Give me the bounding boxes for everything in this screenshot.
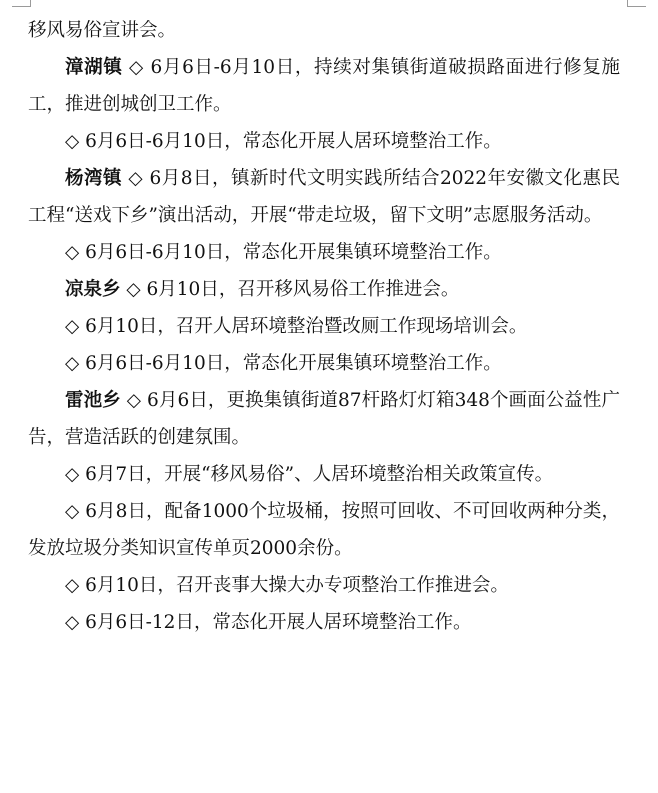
paragraph-8 — [28, 345, 620, 382]
page-corner-mark-left — [12, 0, 31, 7]
paragraph-text: ◇ 6月8日，配备1000个垃圾桶，按照可回收、不可回收两种分类，发放垃圾分类知识宣传单页2000余份。 — [28, 501, 620, 559]
paragraph-3 — [28, 123, 620, 160]
paragraph-7 — [28, 308, 620, 345]
paragraph-text: ◇ 6月10日，召开丧事大操大办专项整治工作推进会。 — [65, 575, 509, 596]
town-name: 漳湖镇 — [65, 57, 123, 78]
paragraph-text: ◇ 6月6日-12日，常态化开展人居环境整治工作。 — [65, 612, 472, 633]
paragraph-1 — [28, 12, 620, 49]
paragraph-13 — [28, 604, 620, 641]
paragraph-text: ◇ 6月6日-6月10日，常态化开展人居环境整治工作。 — [65, 131, 502, 152]
town-name: 杨湾镇 — [65, 168, 122, 189]
paragraph-text: ◇ 6月6日-6月10日，常态化开展集镇环境整治工作。 — [65, 353, 502, 374]
paragraph-text: ◇ 6月7日，开展“移风易俗”、人居环境整治相关政策宣传。 — [65, 464, 554, 485]
paragraph-text: ◇ 6月10日，召开人居环境整治暨改厕工作现场培训会。 — [65, 316, 528, 337]
page-corner-mark-right — [627, 0, 646, 7]
town-name: 凉泉乡 — [65, 279, 121, 300]
paragraph-6 — [28, 271, 620, 308]
paragraph-text: ◇ 6月10日，召开移风易俗工作推进会。 — [120, 279, 460, 300]
paragraph-12 — [28, 567, 620, 604]
paragraph-text: 移风易俗宣讲会。 — [28, 20, 177, 41]
paragraph-9 — [28, 382, 620, 456]
paragraph-text: ◇ 6月6日，更换集镇街道87杆路灯灯箱348个画面公益性广告，营造活跃的创建氛围。 — [28, 390, 620, 448]
town-name: 雷池乡 — [65, 390, 121, 411]
paragraph-2 — [28, 49, 620, 123]
document-body — [28, 12, 620, 641]
paragraph-text: ◇ 6月8日，镇新时代文明实践所结合2022年安徽文化惠民工程“送戏下乡”演出活动，开展“带走垃圾，留下文明”志愿服务活动。 — [28, 168, 620, 226]
paragraph-11 — [28, 493, 620, 567]
paragraph-text: ◇ 6月6日-6月10日，持续对集镇街道破损路面进行修复施工，推进创城创卫工作。 — [28, 57, 620, 115]
paragraph-text: ◇ 6月6日-6月10日，常态化开展集镇环境整治工作。 — [65, 242, 502, 263]
paragraph-5 — [28, 234, 620, 271]
paragraph-4 — [28, 160, 620, 234]
paragraph-10 — [28, 456, 620, 493]
